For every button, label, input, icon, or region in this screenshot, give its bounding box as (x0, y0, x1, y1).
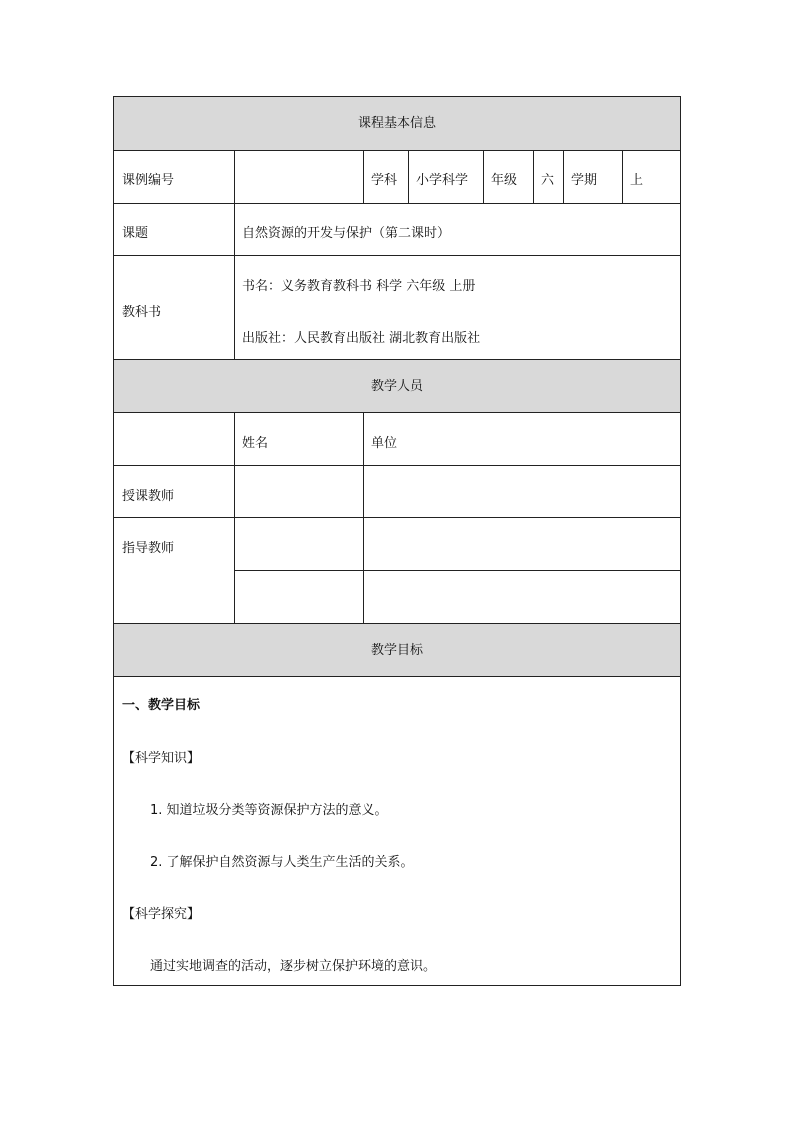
row-divider (114, 412, 680, 413)
col-divider (234, 203, 235, 255)
section-title-staff: 教学人员 (370, 378, 423, 394)
goals-heading: 一、教学目标 (122, 698, 201, 713)
term-value: 上 (630, 173, 644, 188)
term-label: 学期 (571, 173, 598, 188)
case-number-label: 课例编号 (122, 173, 175, 188)
col-divider (234, 150, 235, 203)
col-divider (408, 150, 409, 203)
col-divider (622, 150, 623, 203)
inquiry-title: 【科学探究】 (122, 907, 201, 922)
row-divider (114, 465, 680, 466)
inquiry-text: 通过实地调查的活动，逐步树立保护环境的意识。 (150, 959, 437, 974)
section-title-goals: 教学目标 (370, 642, 423, 658)
grade-label: 年级 (491, 173, 518, 188)
col-divider (563, 150, 564, 203)
col-divider (234, 255, 235, 359)
row-divider (114, 517, 680, 518)
section-header-course-info (114, 97, 680, 150)
name-column-header: 姓名 (242, 436, 269, 451)
row-divider (114, 255, 680, 256)
section-title-course-info: 课程基本信息 (357, 116, 436, 131)
advisor-label: 指导教师 (122, 541, 175, 556)
row-divider (234, 570, 680, 571)
textbook-name: 书名：义务教育教科书 科学 六年级 上册 (242, 279, 476, 294)
knowledge-item-1: 1. 知道垃圾分类等资源保护方法的意义。 (150, 803, 388, 818)
section-header-staff (114, 360, 680, 412)
textbook-label: 教科书 (122, 305, 162, 320)
unit-column-header: 单位 (371, 436, 398, 451)
course-info-table (113, 96, 681, 986)
grade-value: 六 (541, 173, 555, 188)
topic-value: 自然资源的开发与保护（第二课时） (242, 226, 451, 241)
topic-label: 课题 (122, 226, 149, 241)
knowledge-item-2: 2. 了解保护自然资源与人类生产生活的关系。 (150, 855, 414, 870)
row-divider (114, 150, 680, 151)
subject-value: 小学科学 (416, 173, 469, 188)
subject-label: 学科 (371, 173, 398, 188)
col-divider (533, 150, 534, 203)
textbook-publisher: 出版社：人民教育出版社 湖北教育出版社 (242, 331, 481, 346)
knowledge-title: 【科学知识】 (122, 751, 201, 766)
row-divider (114, 676, 680, 677)
teacher-label: 授课教师 (122, 489, 175, 504)
row-divider (114, 203, 680, 204)
col-divider (363, 150, 364, 203)
section-header-goals (114, 624, 680, 676)
col-divider (483, 150, 484, 203)
